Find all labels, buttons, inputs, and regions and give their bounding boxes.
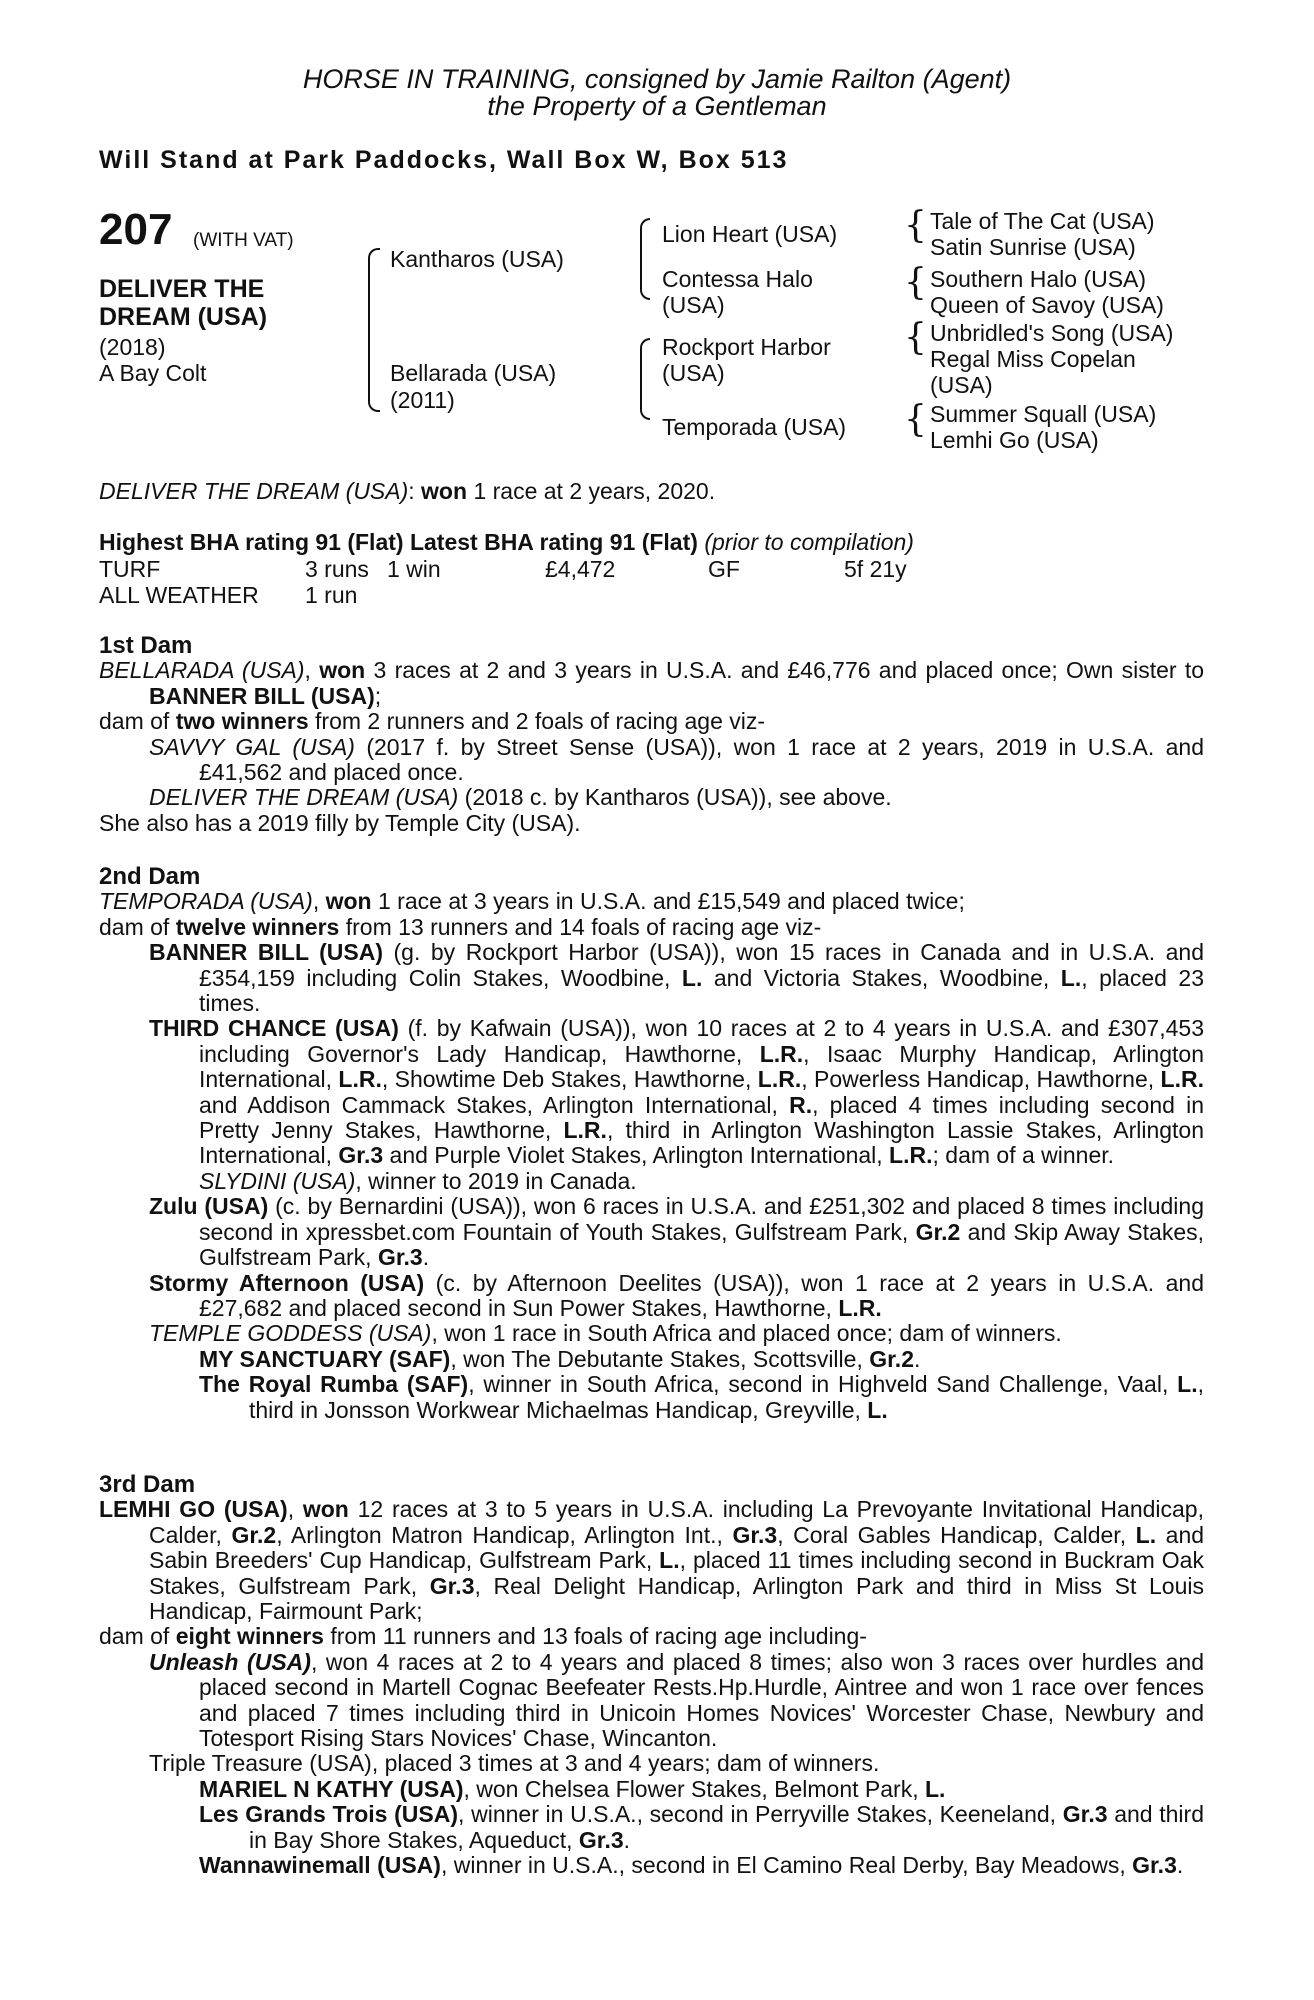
offspring-name: SAVVY GAL (USA) (149, 733, 355, 760)
pedigree-sd-2: (USA) (662, 292, 725, 318)
foaling-year: (2018) (99, 334, 166, 360)
offspring-record: (2017 f. by Street Sense (USA)), won 1 race at 2 years, 2019 in U.S.A. and £41,562 and placed once. (199, 733, 1204, 786)
aw-label: ALL WEATHER (99, 582, 259, 608)
turf-wins: 1 win (387, 556, 441, 582)
second-dam-section: 2nd Dam TEMPORADA (USA), won 1 race at 3 years in U.S.A. and £15,549 and placed twice; dam of twelve winners from 13 runners and 14 foals of racing age viz- BANNER BILL (USA) (g. by Rockport Harbor (USA)), won 15 races in Canada and in U.S.A. and £354,159 including Colin Stakes, Woodbine, L. and Victoria Stakes, Woodbine, L., placed 23 times. THIRD CHANCE (USA) (f. by Kafwain (USA)), won 10 races at 2 to 4 years in U.S.A. and £307,453 including Governor's Lady Handicap, Hawthorne, L.R., Isaac Murphy Handicap, Arlington International, L.R., Showtime Deb Stakes, Hawthorne, L.R., Powerless Handicap, Hawthorne, L.R. and Addison Cammack Stakes, Arlington International, R., placed 4 times including second in Pretty Jenny Stakes, Hawthorne, L.R., third in Arlington Washington Lassie Stakes, Arlington International, Gr.3 and Purple Violet Stakes, Arlington International, L.R.; dam of a winner. SLYDINI (USA), winner to 2019 in Canada. Zulu (USA) (c. by Bernardini (USA)), won 6 races in U.S.A. and £251,302 and placed 8 times including second in xpressbet.com Fountain of Youth Stakes, Gulfstream Park, Gr.2 and Skip Away Stakes, Gulfstream Park, Gr.3. Stormy Afternoon (USA) (c. by Afternoon Deelites (USA)), won 1 race at 2 years in U.S.A. and £27,682 and placed second in Sun Power Stakes, Hawthorne, L.R. TEMPLE GODDESS (USA), won 1 race in South Africa and placed once; dam of winners. MY SANCTUARY (SAF), won The Debutante Stakes, Scottsville, Gr.2. The Royal Rumba (SAF), winner in South Africa, second in Highveld Sand Challenge, Vaal, L., third in Jonsson Workwear Michaelmas Handicap, Greyville, L. (99, 863, 1205, 1423)
also-has-note: She also has a 2019 filly by Temple City (USA). (99, 809, 581, 836)
pedigree-sss: Tale of The Cat (USA) (930, 208, 1155, 234)
second-dam-heading: 2nd Dam (99, 863, 201, 890)
aw-runs: 1 run (305, 582, 358, 608)
offspring-record: (2018 c. by Kantharos (USA)), see above. (464, 784, 892, 811)
summary-text: 1 race at 2 years, 2020. (473, 478, 716, 504)
runners-text: from 11 runners and 13 foals of racing age including- (330, 1623, 867, 1650)
pedigree-dd: Temporada (USA) (662, 414, 847, 440)
pedigree-sire: Kantharos (USA) (390, 246, 564, 272)
offspring-entry: Zulu (USA) (c. by Bernardini (USA)), won 6 races in U.S.A. and £251,302 and placed 8 times including second in xpressbet.com Fountain of Youth Stakes, Gulfstream Park, Gr.2 and Skip Away Stakes, Gulfstream Park, Gr.3. (149, 1193, 1204, 1271)
vat-label: (WITH VAT) (193, 230, 294, 251)
pedigree-ds-2: (USA) (662, 360, 725, 386)
pedigree-dsd-1: Regal Miss Copelan (930, 346, 1136, 372)
winners-count: eight winners (175, 1623, 324, 1650)
horse-name-line2: DREAM (USA) (99, 303, 268, 331)
turf-label: TURF (99, 556, 161, 582)
pedigree-dds: Summer Squall (USA) (930, 401, 1157, 427)
brace-glyph: { (904, 262, 927, 303)
brace-glyph: { (904, 399, 927, 440)
pedigree-ddd: Lemhi Go (USA) (930, 427, 1099, 453)
first-dam-section: 1st Dam BELLARADA (USA), won 3 races at 2 and 3 years in U.S.A. and £46,776 and placed once; Own sister to BANNER BILL (USA); dam of two winners from 2 runners and 2 foals of racing age viz- SAVVY GAL (USA) (2017 f. by Street Sense (USA)), won 1 race at 2 years, 2019 in U.S.A. and £41,562 and placed once. DELIVER THE DREAM (USA) (2018 c. by Kantharos (USA)), see above. She also has a 2019 filly by Temple City (USA). (99, 632, 1205, 836)
first-dam-name: BELLARADA (USA) (99, 657, 305, 684)
consignor-line: HORSE IN TRAINING, consigned by Jamie Railton (Agent) (302, 64, 1012, 94)
summary-horse-name: DELIVER THE DREAM (USA) (99, 478, 409, 504)
pedigree-ss: Lion Heart (USA) (662, 221, 838, 247)
summary-won: won (421, 478, 468, 504)
pedigree-ds-1: Rockport Harbor (662, 334, 831, 360)
pedigree-dsd-2: (USA) (930, 372, 993, 398)
pedigree-sdd: Queen of Savoy (USA) (930, 292, 1164, 318)
pedigree-dam-year: (2011) (390, 387, 455, 413)
brace-glyph: { (904, 205, 927, 246)
dam-of-label: dam of (99, 1623, 170, 1650)
turf-prize: £4,472 (545, 556, 616, 582)
pedigree-ssd: Satin Sunrise (USA) (930, 234, 1136, 260)
pedigree-sd-1: Contessa Halo (662, 266, 813, 292)
second-dam-name: TEMPORADA (USA) (99, 888, 313, 915)
offspring-entry: TEMPLE GODDESS (USA), won 1 race in South Africa and placed once; dam of winners. (149, 1320, 1062, 1347)
ratings-note: (prior to compilation) (704, 529, 914, 555)
dam-of-label: dam of (99, 913, 170, 940)
first-dam-record: 3 races at 2 and 3 years in U.S.A. and £46,776 and placed once; Own sister to (373, 657, 1205, 684)
ratings-heading (99, 530, 1204, 555)
offspring-entry: MARIEL N KATHY (USA), won Chelsea Flower Stakes, Belmont Park, L. (199, 1775, 946, 1802)
race-summary: DELIVER THE DREAM (USA): won 1 race at 2 years, 2020. (99, 478, 716, 504)
lot-number: 207 (99, 205, 173, 254)
offspring-name: DELIVER THE DREAM (USA) (149, 784, 459, 811)
horse-name (99, 275, 267, 331)
first-dam-heading: 1st Dam (99, 632, 193, 659)
won-label: won (325, 888, 372, 915)
runners-text: from 13 runners and 14 foals of racing age viz- (345, 913, 822, 940)
offspring-entry: Unleash (USA), won 4 races at 2 to 4 years and placed 8 times; also won 3 races over hurdles and placed second in Martell Cognac Beefeater Rests.Hp.Hurdle, Aintree and won 1 race over fences and placed 7 times including third in Unicoin Homes Novices' Worcester Chase, Newbury and Totesport Rising Stars Novices' Chase, Wincanton. (149, 1648, 1204, 1752)
third-dam-heading: 3rd Dam (99, 1471, 196, 1498)
turf-runs: 3 runs (305, 556, 369, 582)
pedigree-dss: Unbridled's Song (USA) (930, 320, 1174, 346)
horse-description: A Bay Colt (99, 360, 207, 386)
runners-text: from 2 runners and 2 foals of racing age viz- (315, 708, 766, 735)
property-line: the Property of a Gentleman (487, 91, 827, 121)
brace-glyph: { (904, 317, 927, 358)
winners-count: twelve winners (175, 913, 340, 940)
offspring-entry: Stormy Afternoon (USA) (c. by Afternoon Deelites (USA)), won 1 race at 2 years in U.S.A. and £27,682 and placed second in Sun Power Stakes, Hawthorne, L.R. (149, 1269, 1204, 1321)
bha-ratings: Highest BHA rating 91 (Flat) Latest BHA rating 91 (Flat) (99, 529, 698, 555)
pedigree-sds: Southern Halo (USA) (930, 266, 1147, 292)
offspring-entry: Wannawinemall (USA), winner in U.S.A., second in El Camino Real Derby, Bay Meadows, Gr.3. (199, 1852, 1184, 1879)
turf-distance: 5f 21y (844, 556, 907, 582)
third-dam-record: LEMHI GO (USA), won 12 races at 3 to 5 years in U.S.A. including La Prevoyante Invitational Handicap, Calder, Gr.2, Arlington Matron Handicap, Arlington Int., Gr.3, Coral Gables Handicap, Calder, L. and Sabin Breeders' Cup Handicap, Gulfstream Park, L., placed 11 times including second in Buckram Oak Stakes, Gulfstream Park, Gr.3, Real Delight Handicap, Arlington Park and third in Miss St Louis Handicap, Fairmount Park; (99, 1496, 1205, 1625)
turf-going: GF (708, 556, 740, 582)
offspring-entry: Triple Treasure (USA), placed 3 times at 3 and 4 years; dam of winners. (149, 1750, 880, 1777)
horse-name-line1: DELIVER THE (99, 275, 265, 303)
stand-location: Will Stand at Park Paddocks, Wall Box W, Box 513 (99, 146, 789, 174)
offspring-entry: BANNER BILL (USA) (g. by Rockport Harbor (USA)), won 15 races in Canada and in U.S.A. and £354,159 including Colin Stakes, Woodbine, L. and Victoria Stakes, Woodbine, L., placed 23 times. (149, 939, 1204, 1017)
sister-name: BANNER BILL (USA) (149, 682, 375, 709)
offspring-entry: Les Grands Trois (USA), winner in U.S.A., second in Perryville Stakes, Keeneland, Gr.3 and third in Bay Shore Stakes, Aqueduct, Gr.3. (199, 1801, 1204, 1853)
dam-line-bracket (640, 338, 650, 420)
offspring-entry: THIRD CHANCE (USA) (f. by Kafwain (USA)), won 10 races at 2 to 4 years in U.S.A. and £307,453 including Governor's Lady Handicap, Hawthorne, L.R., Isaac Murphy Handicap, Arlington International, L.R., Showtime Deb Stakes, Hawthorne, L.R., Powerless Handicap, Hawthorne, L.R. and Addison Cammack Stakes, Arlington International, R., placed 4 times including second in Pretty Jenny Stakes, Hawthorne, L.R., third in Arlington Washington Lassie Stakes, Arlington International, Gr.3 and Purple Violet Stakes, Arlington International, L.R.; dam of a winner. (149, 1015, 1205, 1169)
second-dam-record: 1 race at 3 years in U.S.A. and £15,549 and placed twice; (378, 888, 965, 915)
sire-line-bracket (640, 218, 650, 300)
winners-count: two winners (175, 708, 309, 735)
pedigree-dam: Bellarada (USA) (390, 360, 557, 386)
offspring-entry: The Royal Rumba (SAF), winner in South Africa, second in Highveld Sand Challenge, Vaal, L., third in Jonsson Workwear Michaelmas Handicap, Greyville, L. (199, 1371, 1204, 1423)
offspring-entry: MY SANCTUARY (SAF), won The Debutante Stakes, Scottsville, Gr.2. (199, 1345, 921, 1372)
sire-dam-bracket (368, 248, 380, 412)
third-dam-section (99, 1472, 1204, 1879)
dam-of-label: dam of (99, 708, 170, 735)
offspring-entry: SLYDINI (USA), winner to 2019 in Canada. (199, 1167, 637, 1194)
